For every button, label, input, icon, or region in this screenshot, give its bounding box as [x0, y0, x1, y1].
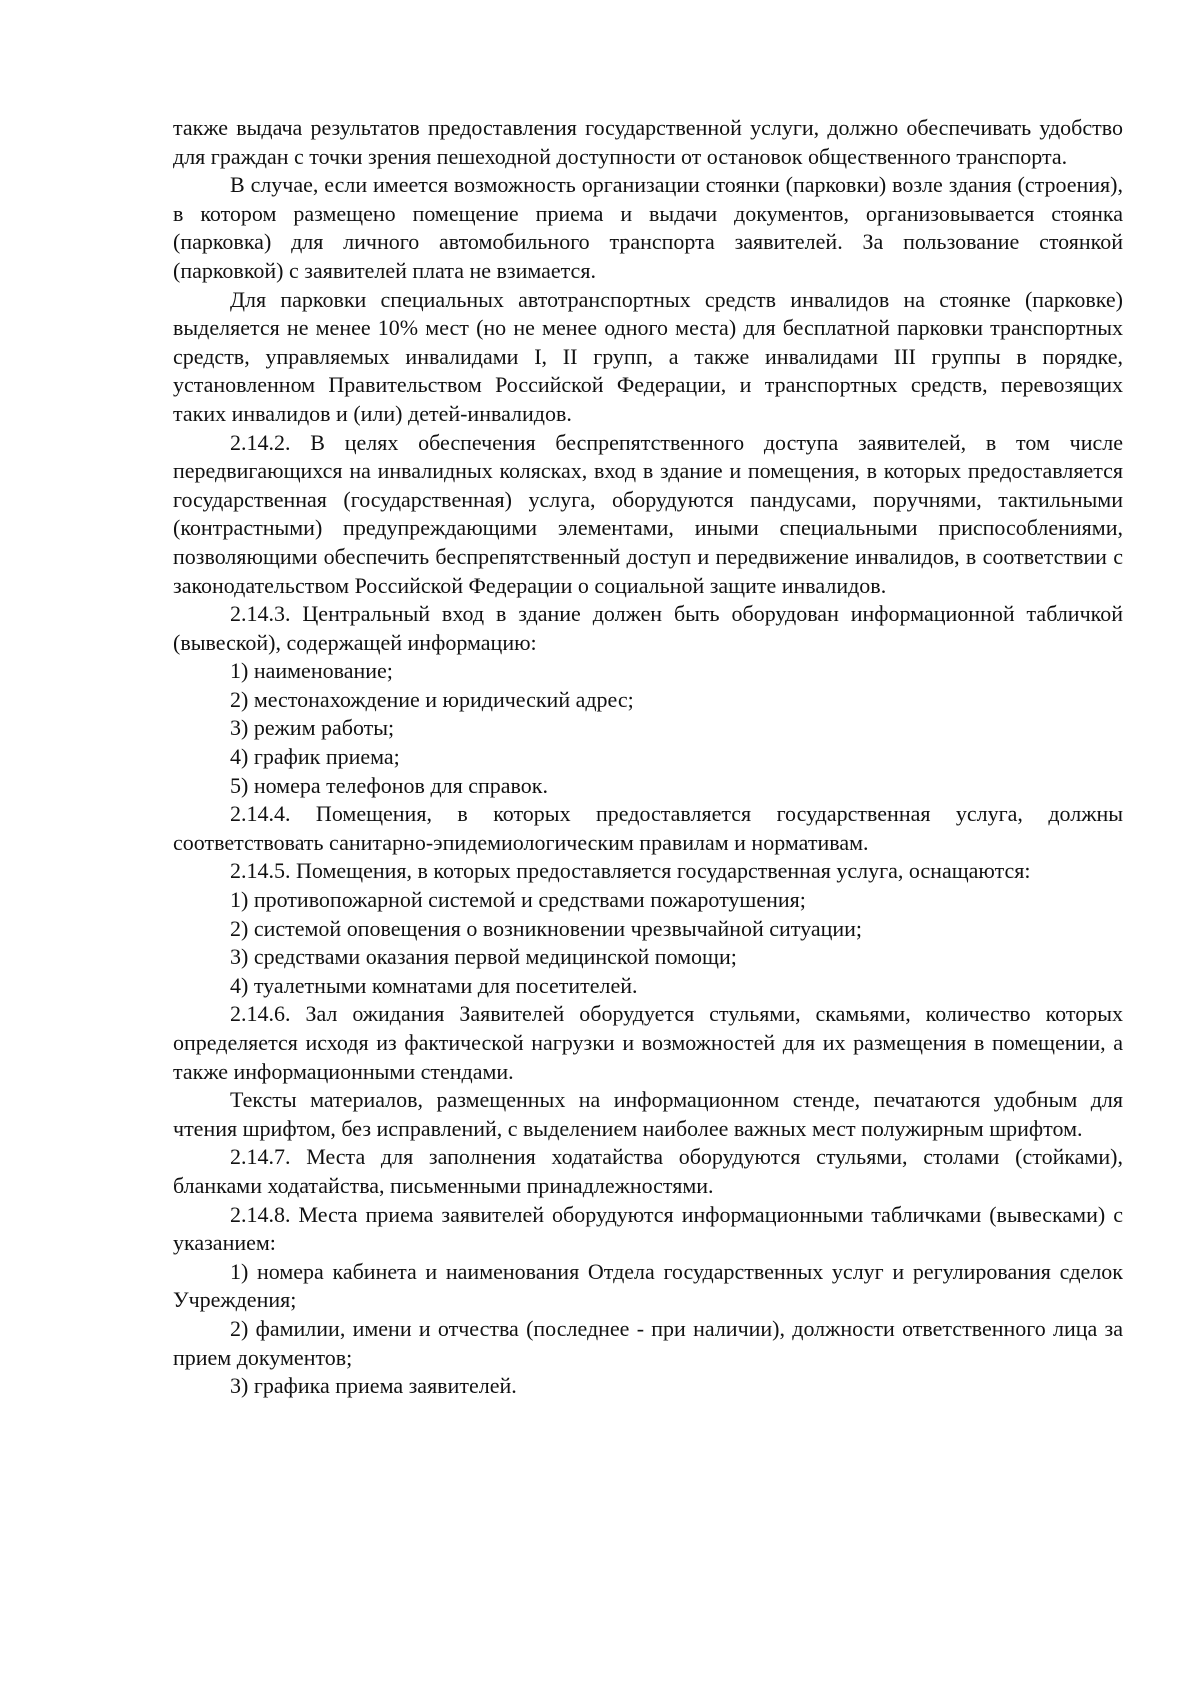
list-item: 3) графика приема заявителей.	[230, 1373, 517, 1399]
paragraph-2-14-7: 2.14.7. Места для заполнения ходатайства оборудуются стульями, столами (стойками), бланками ходатайства, письменными принадлежностями.	[173, 1144, 1123, 1198]
list-item: 1) противопожарной системой и средствами пожаротушения;	[230, 887, 806, 913]
list-item: 2) фамилии, имени и отчества (последнее - при наличии), должности ответственного лица за прием документов;	[173, 1315, 1123, 1370]
list-item: 5) номера телефонов для справок.	[230, 772, 548, 798]
paragraph-2-14-6: 2.14.6. Зал ожидания Заявителей оборудуется стульями, скамьями, количество которых определяется исходя из фактической нагрузки и возможностей для их размещения в помещении, а также информационными стендами.	[173, 1001, 1123, 1084]
list-item: 4) туалетными комнатами для посетителей.	[230, 972, 638, 998]
paragraph-stand-texts: Тексты материалов, размещенных на информационном стенде, печатаются удобным для чтения шрифтом, без исправлений, с выделением наиболее важных мест полужирным шрифтом.	[173, 1087, 1123, 1141]
list-item: 2) местонахождение и юридический адрес;	[230, 686, 634, 712]
paragraph-continuation: также выдача результатов предоставления государственной услуги, должно обеспечивать удобство для граждан с точки зрения пешеходной доступности от остановок общественного транспорта.	[173, 115, 1123, 169]
paragraph-parking: В случае, если имеется возможность организации стоянки (парковки) возле здания (строения), в котором размещено помещение приема и выдачи документов, организовывается стоянка (парковка) для личного автомобильного транспорта заявителей. За пользование стоянкой (парковкой) с заявителей плата не взимается.	[173, 172, 1123, 283]
list-item: 3) режим работы;	[230, 715, 395, 741]
paragraph-2-14-3: 2.14.3. Центральный вход в здание должен быть оборудован информационной табличкой (вывеской), содержащей информацию:	[173, 601, 1123, 655]
document-page	[173, 114, 1123, 1401]
paragraph-2-14-2: 2.14.2. В целях обеспечения беспрепятственного доступа заявителей, в том числе передвигающихся на инвалидных колясках, вход в здание и помещения, в которых предоставляется государственная (государственная) услуга, оборудуются пандусами, поручнями, тактильными (контрастными) предупреждающими элементами, иными специальными приспособлениями, позволяющими обеспечить беспрепятственный доступ и передвижение инвалидов, в соответствии с законодательством Российской Федерации о социальной защите инвалидов.	[173, 429, 1123, 598]
list-item: 3) средствами оказания первой медицинской помощи;	[230, 944, 737, 970]
paragraph-2-14-8: 2.14.8. Места приема заявителей оборудуются информационными табличками (вывесками) с указанием:	[173, 1201, 1123, 1256]
paragraph-2-14-4: 2.14.4. Помещения, в которых предоставляется государственная услуга, должны соответствовать санитарно-эпидемиологическим правилам и нормативам.	[173, 801, 1123, 855]
list-item: 1) наименование;	[230, 658, 393, 684]
paragraph-2-14-5: 2.14.5. Помещения, в которых предоставляется государственная услуга, оснащаются:	[230, 858, 1031, 884]
list-item: 1) номера кабинета и наименования Отдела государственных услуг и регулирования сделок Учреждения;	[173, 1258, 1123, 1313]
list-item: 2) системой оповещения о возникновении чрезвычайной ситуации;	[230, 915, 863, 941]
list-item: 4) график приема;	[230, 744, 400, 770]
paragraph-disabled-parking: Для парковки специальных автотранспортных средств инвалидов на стоянке (парковке) выделяется не менее 10% мест (но не менее одного места) для бесплатной парковки транспортных средств, управляемых инвалидами I, II групп, а также инвалидами III группы в порядке, установленном Правительством Российской Федерации, и транспортных средств, перевозящих таких инвалидов и (или) детей-инвалидов.	[173, 286, 1123, 426]
